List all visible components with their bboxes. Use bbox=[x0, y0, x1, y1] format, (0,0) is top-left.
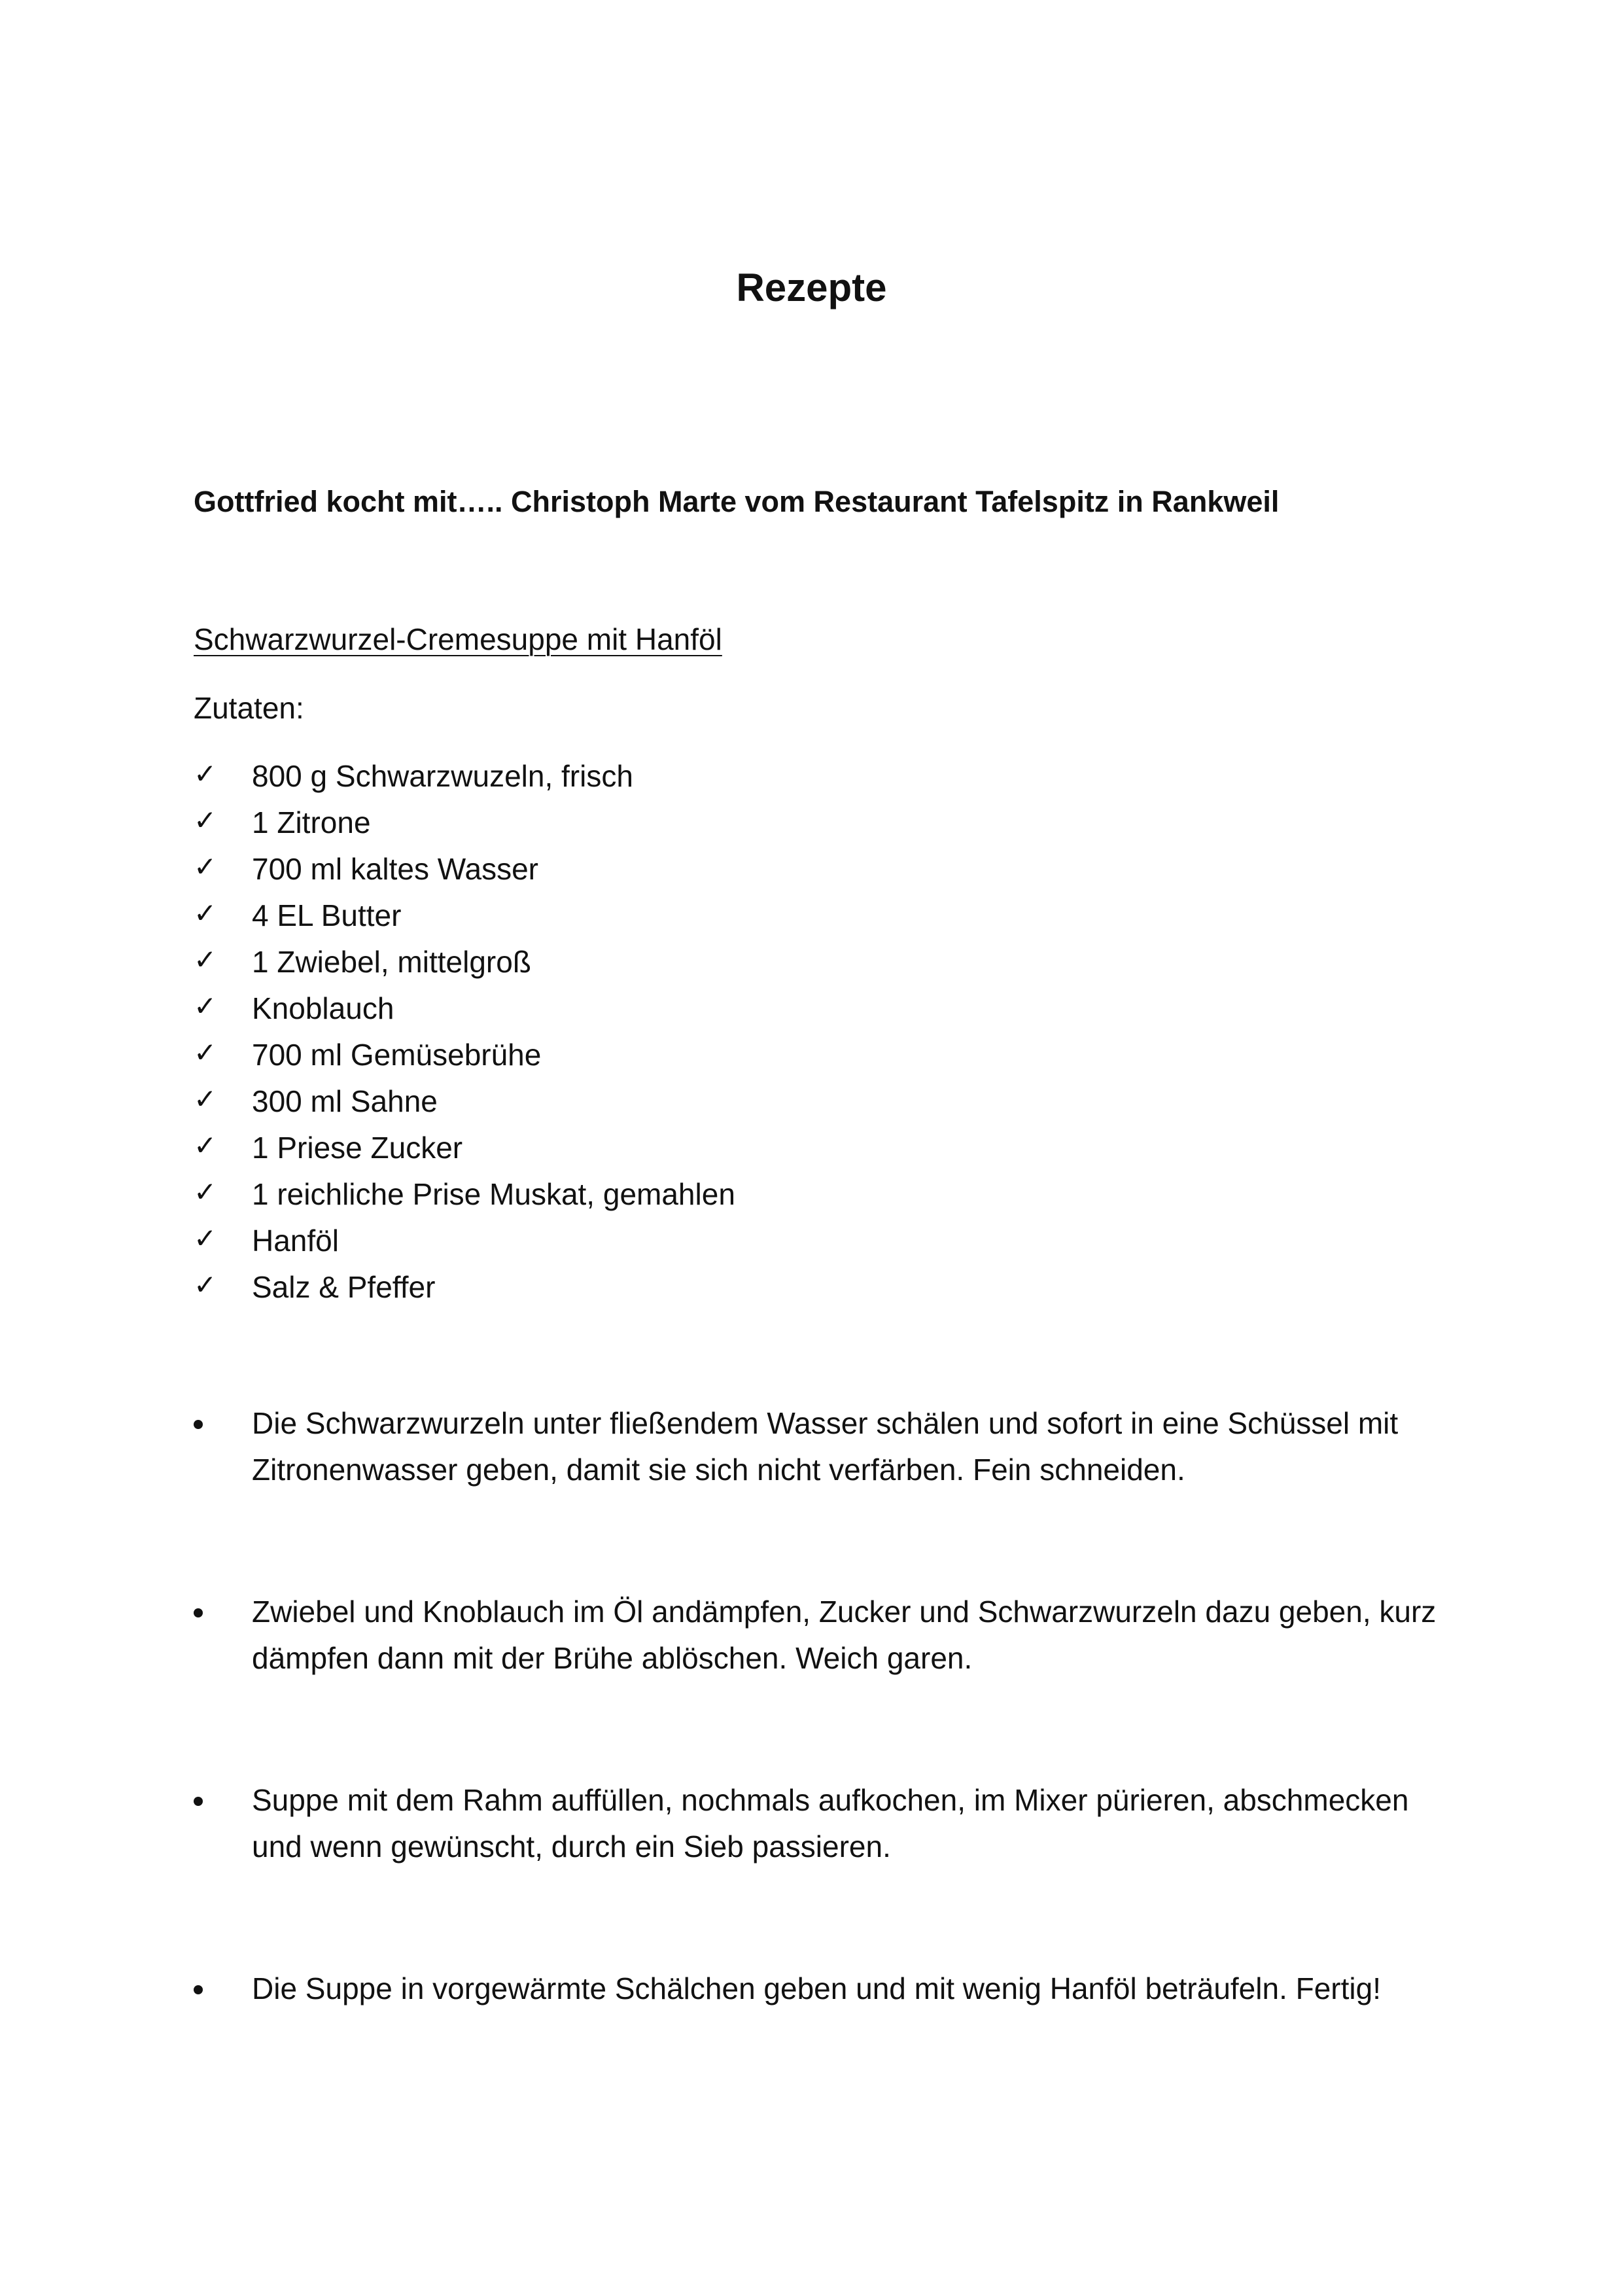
recipe-subtitle: Gottfried kocht mit….. Christoph Marte vom Restaurant Tafelspitz in Rankweil bbox=[194, 485, 1280, 518]
ingredient-item bbox=[194, 892, 735, 939]
ingredient-item bbox=[194, 1032, 735, 1078]
ingredient-item bbox=[194, 1171, 735, 1218]
checkmark-icon: ✓ bbox=[194, 1084, 217, 1114]
ingredient-text: 700 ml kaltes Wasser bbox=[252, 852, 538, 886]
bullet-icon bbox=[194, 1420, 203, 1429]
ingredient-text: 4 EL Butter bbox=[252, 898, 402, 932]
ingredient-text: 1 Zitrone bbox=[252, 805, 371, 839]
ingredient-text: 800 g Schwarzwuzeln, frisch bbox=[252, 759, 633, 793]
ingredient-item bbox=[194, 753, 735, 800]
bullet-icon bbox=[194, 1797, 203, 1806]
checkmark-icon: ✓ bbox=[194, 898, 217, 928]
ingredient-item bbox=[194, 939, 735, 985]
ingredient-text: Knoblauch bbox=[252, 991, 394, 1025]
bullet-icon bbox=[194, 1608, 203, 1617]
checkmark-icon: ✓ bbox=[194, 1176, 217, 1207]
ingredient-item bbox=[194, 985, 735, 1032]
ingredient-text: 700 ml Gemüsebrühe bbox=[252, 1038, 542, 1072]
checkmark-icon: ✓ bbox=[194, 1223, 217, 1254]
checkmark-icon: ✓ bbox=[194, 991, 217, 1021]
checkmark-icon: ✓ bbox=[194, 1130, 217, 1161]
step-text: Zwiebel und Knoblauch im Öl andämpfen, Zucker und Schwarzwurzeln dazu geben, kurz dämpfen dann mit der Brühe ablöschen. Weich garen. bbox=[252, 1595, 1437, 1675]
checkmark-icon: ✓ bbox=[194, 758, 217, 789]
page-title: Rezepte bbox=[736, 266, 887, 309]
checkmark-icon: ✓ bbox=[194, 805, 217, 836]
checkmark-icon: ✓ bbox=[194, 1037, 217, 1068]
ingredient-text: 1 reichliche Prise Muskat, gemahlen bbox=[252, 1177, 735, 1211]
ingredient-item bbox=[194, 1078, 735, 1125]
ingredient-text: 1 Zwiebel, mittelgroß bbox=[252, 945, 531, 979]
preparation-steps bbox=[194, 1400, 1456, 2108]
checkmark-icon: ✓ bbox=[194, 944, 217, 975]
ingredients-list bbox=[194, 753, 735, 1311]
ingredient-text: Salz & Pfeffer bbox=[252, 1270, 436, 1304]
ingredient-text: 1 Priese Zucker bbox=[252, 1131, 463, 1165]
checkmark-icon: ✓ bbox=[194, 851, 217, 882]
bullet-icon bbox=[194, 1985, 203, 1994]
ingredient-text: 300 ml Sahne bbox=[252, 1084, 438, 1118]
step-item bbox=[194, 1777, 1456, 1870]
ingredients-label: Zutaten: bbox=[194, 691, 304, 725]
ingredient-item bbox=[194, 1264, 735, 1311]
ingredient-text: Hanföl bbox=[252, 1224, 339, 1258]
ingredient-item bbox=[194, 800, 735, 846]
step-item bbox=[194, 1966, 1456, 2012]
step-text: Die Schwarzwurzeln unter fließendem Wasser schälen und sofort in eine Schüssel mit Zitronenwasser geben, damit sie sich nicht verfärben. Fein schneiden. bbox=[252, 1406, 1399, 1487]
checkmark-icon: ✓ bbox=[194, 1269, 217, 1300]
step-text: Suppe mit dem Rahm auffüllen, nochmals aufkochen, im Mixer pürieren, abschmecken und wenn gewünscht, durch ein Sieb passieren. bbox=[252, 1783, 1409, 1863]
ingredient-item bbox=[194, 1218, 735, 1264]
step-item bbox=[194, 1400, 1456, 1493]
step-item bbox=[194, 1589, 1456, 1682]
recipe-name: Schwarzwurzel-Cremesuppe mit Hanföl bbox=[194, 622, 722, 656]
step-text: Die Suppe in vorgewärmte Schälchen geben und mit wenig Hanföl beträufeln. Fertig! bbox=[252, 1971, 1381, 2005]
ingredient-item bbox=[194, 1125, 735, 1171]
ingredient-item bbox=[194, 846, 735, 892]
